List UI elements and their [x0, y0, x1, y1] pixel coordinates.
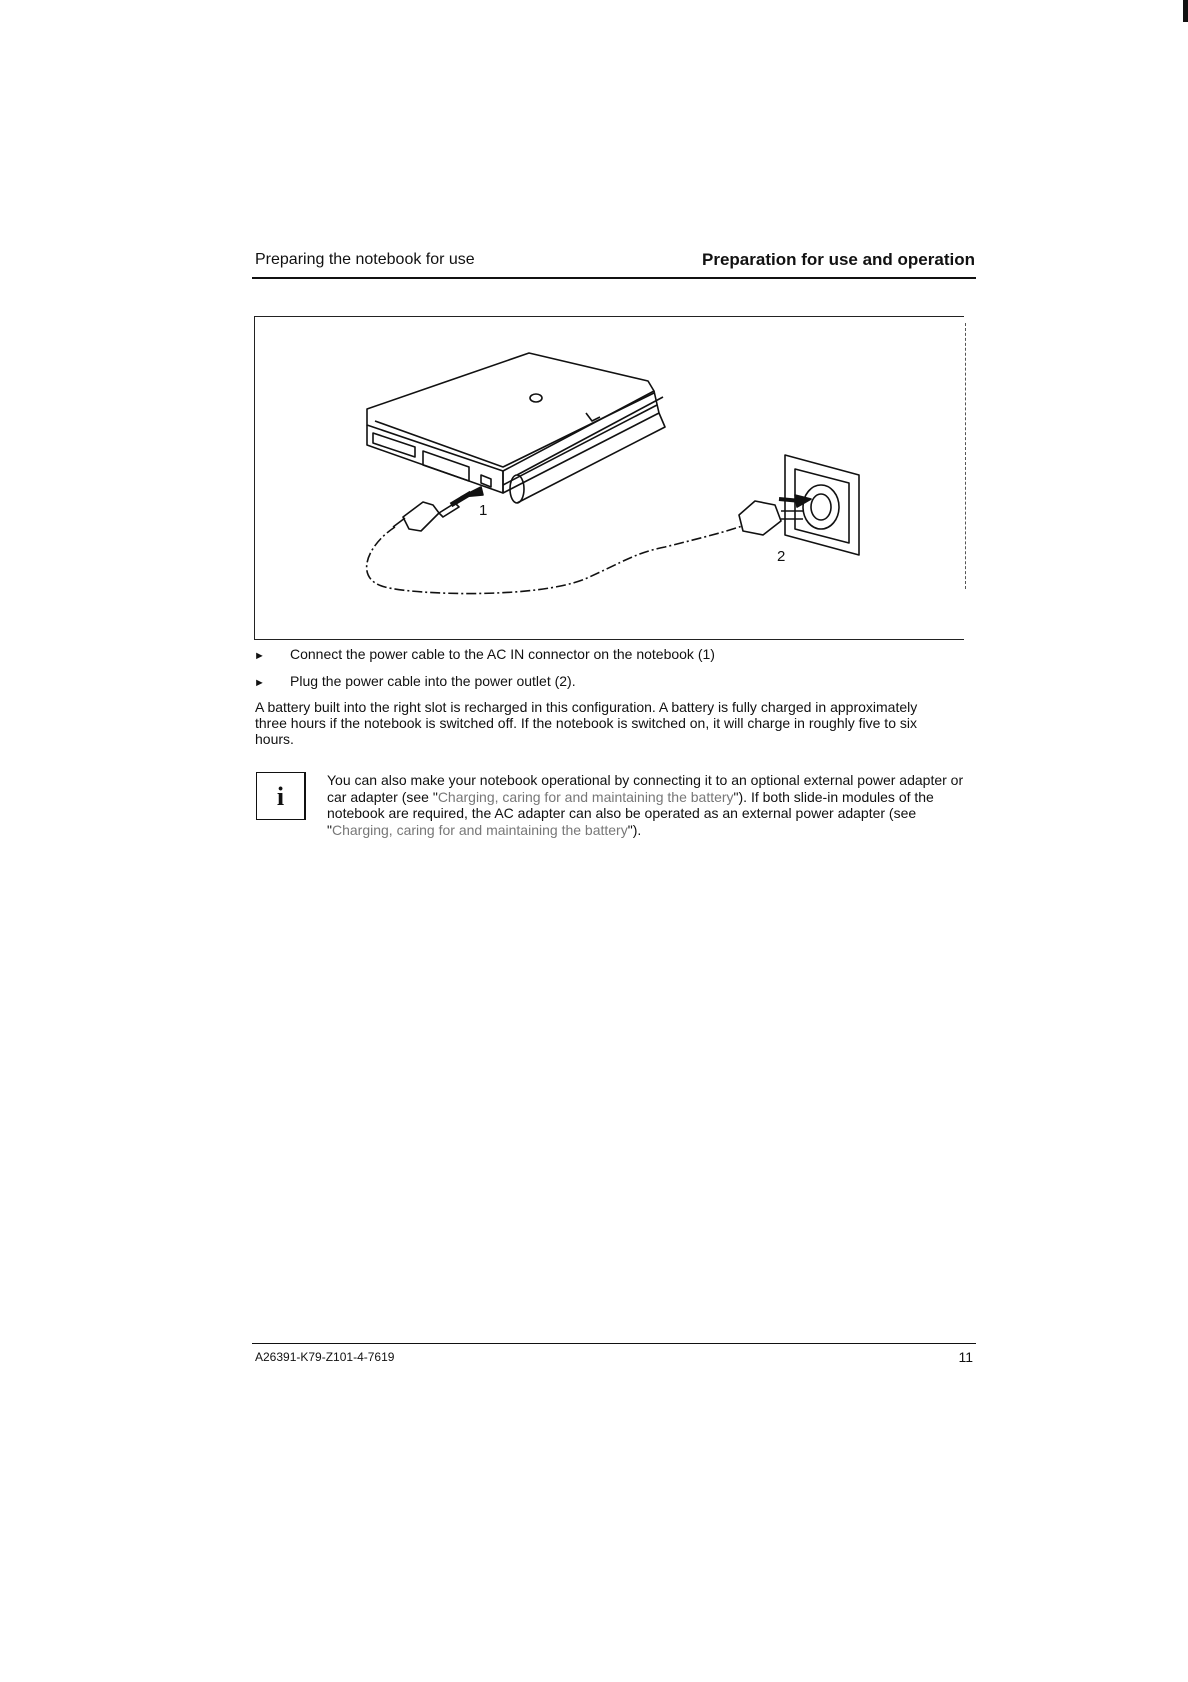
header-section-title: Preparing the notebook for use — [255, 251, 475, 268]
info-text-part-2: "). If both slide-in modules of the notebook are required, the AC adapter can also be operated as an external power adapter (see " — [327, 788, 934, 838]
header-rule — [252, 277, 976, 279]
footer-rule — [252, 1343, 976, 1344]
header-chapter-title: Preparation for use and operation — [702, 250, 975, 269]
cross-reference-link[interactable]: Charging, caring for and maintaining the battery — [437, 788, 734, 805]
info-text-part-1: You can also make your notebook operational by connecting it to an optional external power adapter or car adapter (see " — [327, 772, 964, 805]
info-note — [327, 772, 967, 838]
bullet-arrow-icon: ► — [254, 650, 265, 662]
bullet-arrow-icon: ► — [254, 677, 265, 689]
step-1-text: Connect the power cable to the AC IN connector on the notebook (1) — [290, 646, 715, 662]
notebook-power-connection-illustration — [255, 317, 964, 639]
page-number: 11 — [958, 1349, 973, 1365]
battery-paragraph: A battery built into the right slot is recharged in this configuration. A battery is fully charged in approximately three hours if the notebook is switched off. If the notebook is switched on, it will charge in roughly five to six hours. — [255, 699, 918, 747]
scan-edge-mark — [1183, 0, 1188, 22]
cross-reference-link[interactable]: Charging, caring for and maintaining the battery — [331, 821, 628, 838]
info-icon: i — [256, 772, 306, 820]
figure-frame — [254, 316, 964, 640]
info-text-part-3: "). — [627, 821, 642, 838]
step-2-text: Plug the power cable into the power outlet (2). — [290, 673, 576, 689]
document-number: A26391-K79-Z101-4-7619 — [255, 1350, 395, 1364]
callout-number-1: 1 — [479, 502, 488, 519]
step-1 — [254, 646, 715, 662]
callout-number-2: 2 — [777, 548, 786, 565]
step-2 — [254, 673, 576, 689]
